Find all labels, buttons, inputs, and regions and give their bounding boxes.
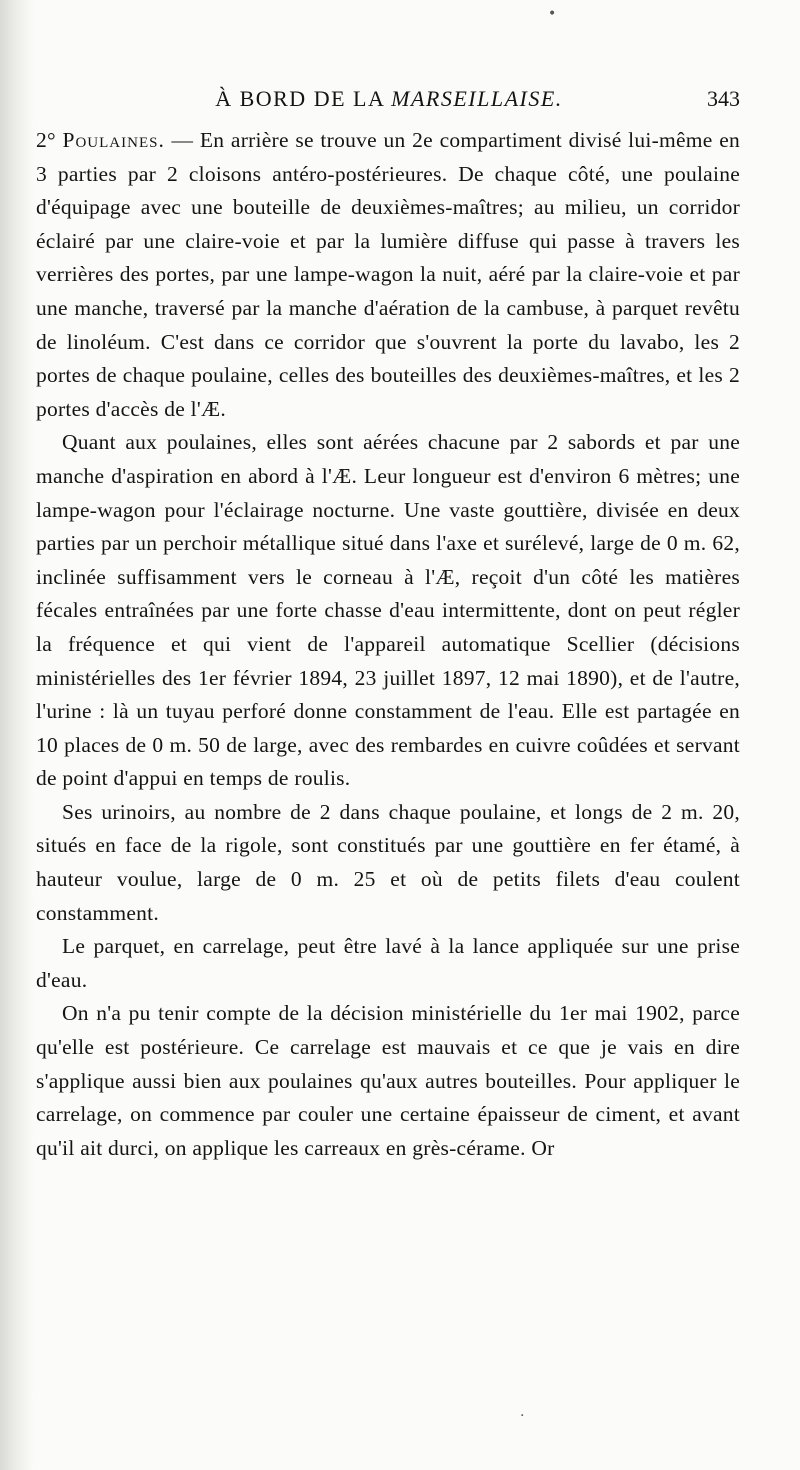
running-header <box>38 86 740 116</box>
scan-speck: • <box>548 6 557 22</box>
paragraph-urinoirs: Ses urinoirs, au nombre de 2 dans chaque poulaine, et longs de 2 m. 20, situés en face de la rigole, sont constitués par une gouttière en fer étamé, à hauteur voulue, large de 0 m. 25 et où de petits filets d'eau coulent constamment. <box>36 799 740 925</box>
paragraph-poulaines <box>36 124 740 426</box>
paragraph-text: — En arrière se trouve un 2e compartiment divisé lui-même en 3 parties par 2 cloisons antéro-postérieures. De chaque côté, une poulaine d'équipage avec une bouteille de deuxièmes-maîtres; au milieu, un corridor éclairé par une claire-voie et par la lumière diffuse qui passe à travers les verrières des portes, par une lampe-wagon la nuit, aéré par la claire-voie et par une manche, traversé par la manche d'aération de la cambuse, à parquet revêtu de linoléum. C'est dans ce corridor que s'ouvrent la porte du lavabo, les 2 portes de chaque poulaine, celles des bouteilles des deuxièmes-maîtres, et les 2 portes d'accès de l'Æ. <box>36 128 740 421</box>
scan-shadow-edge <box>0 0 34 1470</box>
paragraph-parquet: Le parquet, en carrelage, peut être lavé à la lance appliquée sur une prise d'eau. <box>36 934 740 992</box>
running-title <box>38 86 740 112</box>
running-title-ship-name: MARSEILLAISE. <box>391 86 563 111</box>
section-heading: Poulaines. <box>62 128 165 152</box>
body-text <box>36 124 740 1165</box>
section-number: 2° <box>36 128 63 152</box>
scan-speck: · <box>520 1408 525 1424</box>
paragraph-poulaines-aeration: Quant aux poulaines, elles sont aérées chacune par 2 sabords et par une manche d'aspiration en abord à l'Æ. Leur longueur est d'environ 6 mètres; une lampe-wagon pour l'éclairage nocturne. Une vaste gouttière, divisée en deux parties par un perchoir métallique situé dans l'axe et surélevé, large de 0 m. 62, inclinée suffisamment vers le corneau à l'Æ, reçoit d'un côté les matières fécales entraînées par une forte chasse d'eau intermittente, dont on peut régler la fréquence et qui vient de l'appareil automatique Scellier (décisions ministérielles des 1er février 1894, 23 juillet 1897, 12 mai 1890), et de l'autre, l'urine : là un tuyau perforé donne constamment de l'eau. Elle est partagée en 10 places de 0 m. 50 de large, avec des rembardes en cuivre coûdées et servant de point d'appui en temps de roulis. <box>36 430 740 791</box>
running-title-prefix: À BORD DE LA <box>215 86 392 111</box>
paragraph-carrelage: On n'a pu tenir compte de la décision ministérielle du 1er mai 1902, parce qu'elle est postérieure. Ce carrelage est mauvais et ce que je vais en dire s'applique aussi bien aux poulaines qu'aux autres bouteilles. Pour appliquer le carrelage, on commence par couler une certaine épaisseur de ciment, et avant qu'il ait durci, on applique les carreaux en grès-cérame. Or <box>36 1001 740 1160</box>
page-number: 343 <box>707 86 740 111</box>
